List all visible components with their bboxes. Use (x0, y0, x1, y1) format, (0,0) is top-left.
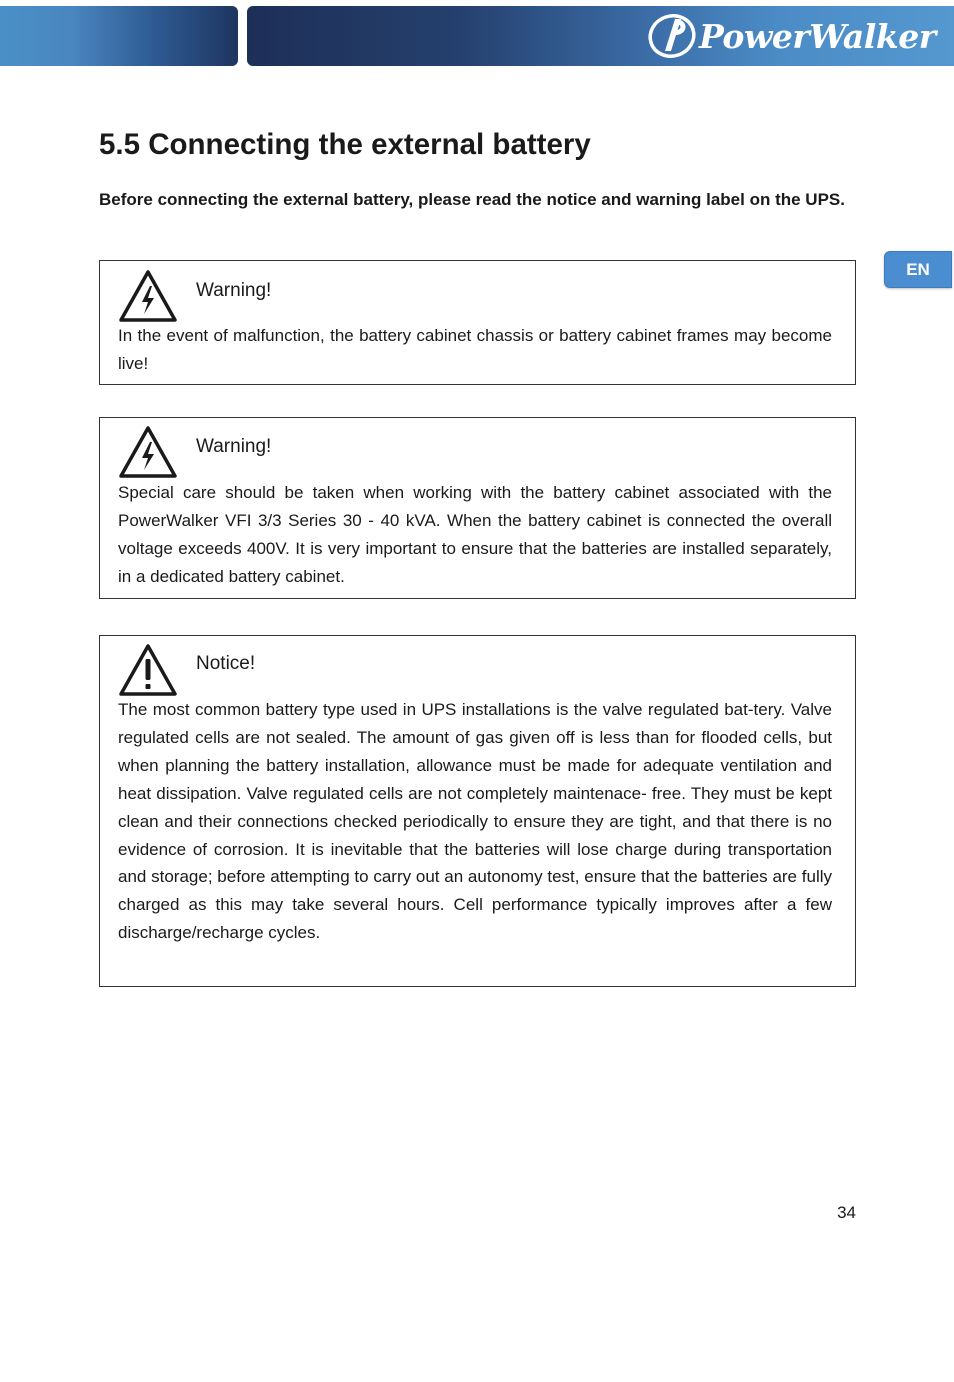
intro-text: Before connecting the external battery, please read the notice and warning label on the UPS. (99, 190, 845, 209)
box-text: Special care should be taken when working with the battery cabinet associated with the PowerWalker VFI 3/3 Series 30 - 40 kVA. When the battery cabinet is connected the overall voltage exceeds 400V. It is very important to ensure that the batteries are installed separately, in a dedicated battery cabinet. (118, 483, 832, 586)
page-number: 34 (837, 1203, 856, 1222)
powerwalker-logo-icon (645, 11, 699, 61)
electrical-hazard-icon (118, 269, 178, 323)
header-banner-left (0, 6, 238, 66)
language-tab-en[interactable]: EN (884, 251, 952, 288)
box-text: The most common battery type used in UPS installations is the valve regulated bat-tery. Valve regulated cells are not sealed. The amount of gas given off is less than for flooded cells, but when planning the battery installation, allowance must be made for adequate ventilation and heat dissipation. Valve regulated cells are not completely maintenace- free. They must be kept clean and their connections checked periodically to ensure they are tight, and that there is no evidence of corrosion. It is inevitable that the batteries will lose charge during transportation and storage; before attempting to carry out an autonomy test, ensure that the batteries are fully charged as this may take several hours. Cell performance typically improves after a few discharge/recharge cycles. (118, 700, 832, 943)
box-heading: Notice! (196, 653, 256, 674)
brand-logo (645, 11, 945, 61)
box-heading: Warning! (196, 436, 272, 457)
page-title: 5.5 Connecting the external battery (99, 128, 591, 161)
warning-box-voltage (99, 417, 856, 599)
warning-box-malfunction (99, 260, 856, 385)
electrical-hazard-icon (118, 425, 178, 479)
notice-box-battery (99, 635, 856, 987)
brand-name: PowerWalker (699, 16, 936, 56)
exclamation-warning-icon (118, 643, 178, 697)
box-heading: Warning! (196, 280, 272, 301)
box-text: In the event of malfunction, the battery cabinet chassis or battery cabinet frames may become live! (118, 326, 832, 373)
